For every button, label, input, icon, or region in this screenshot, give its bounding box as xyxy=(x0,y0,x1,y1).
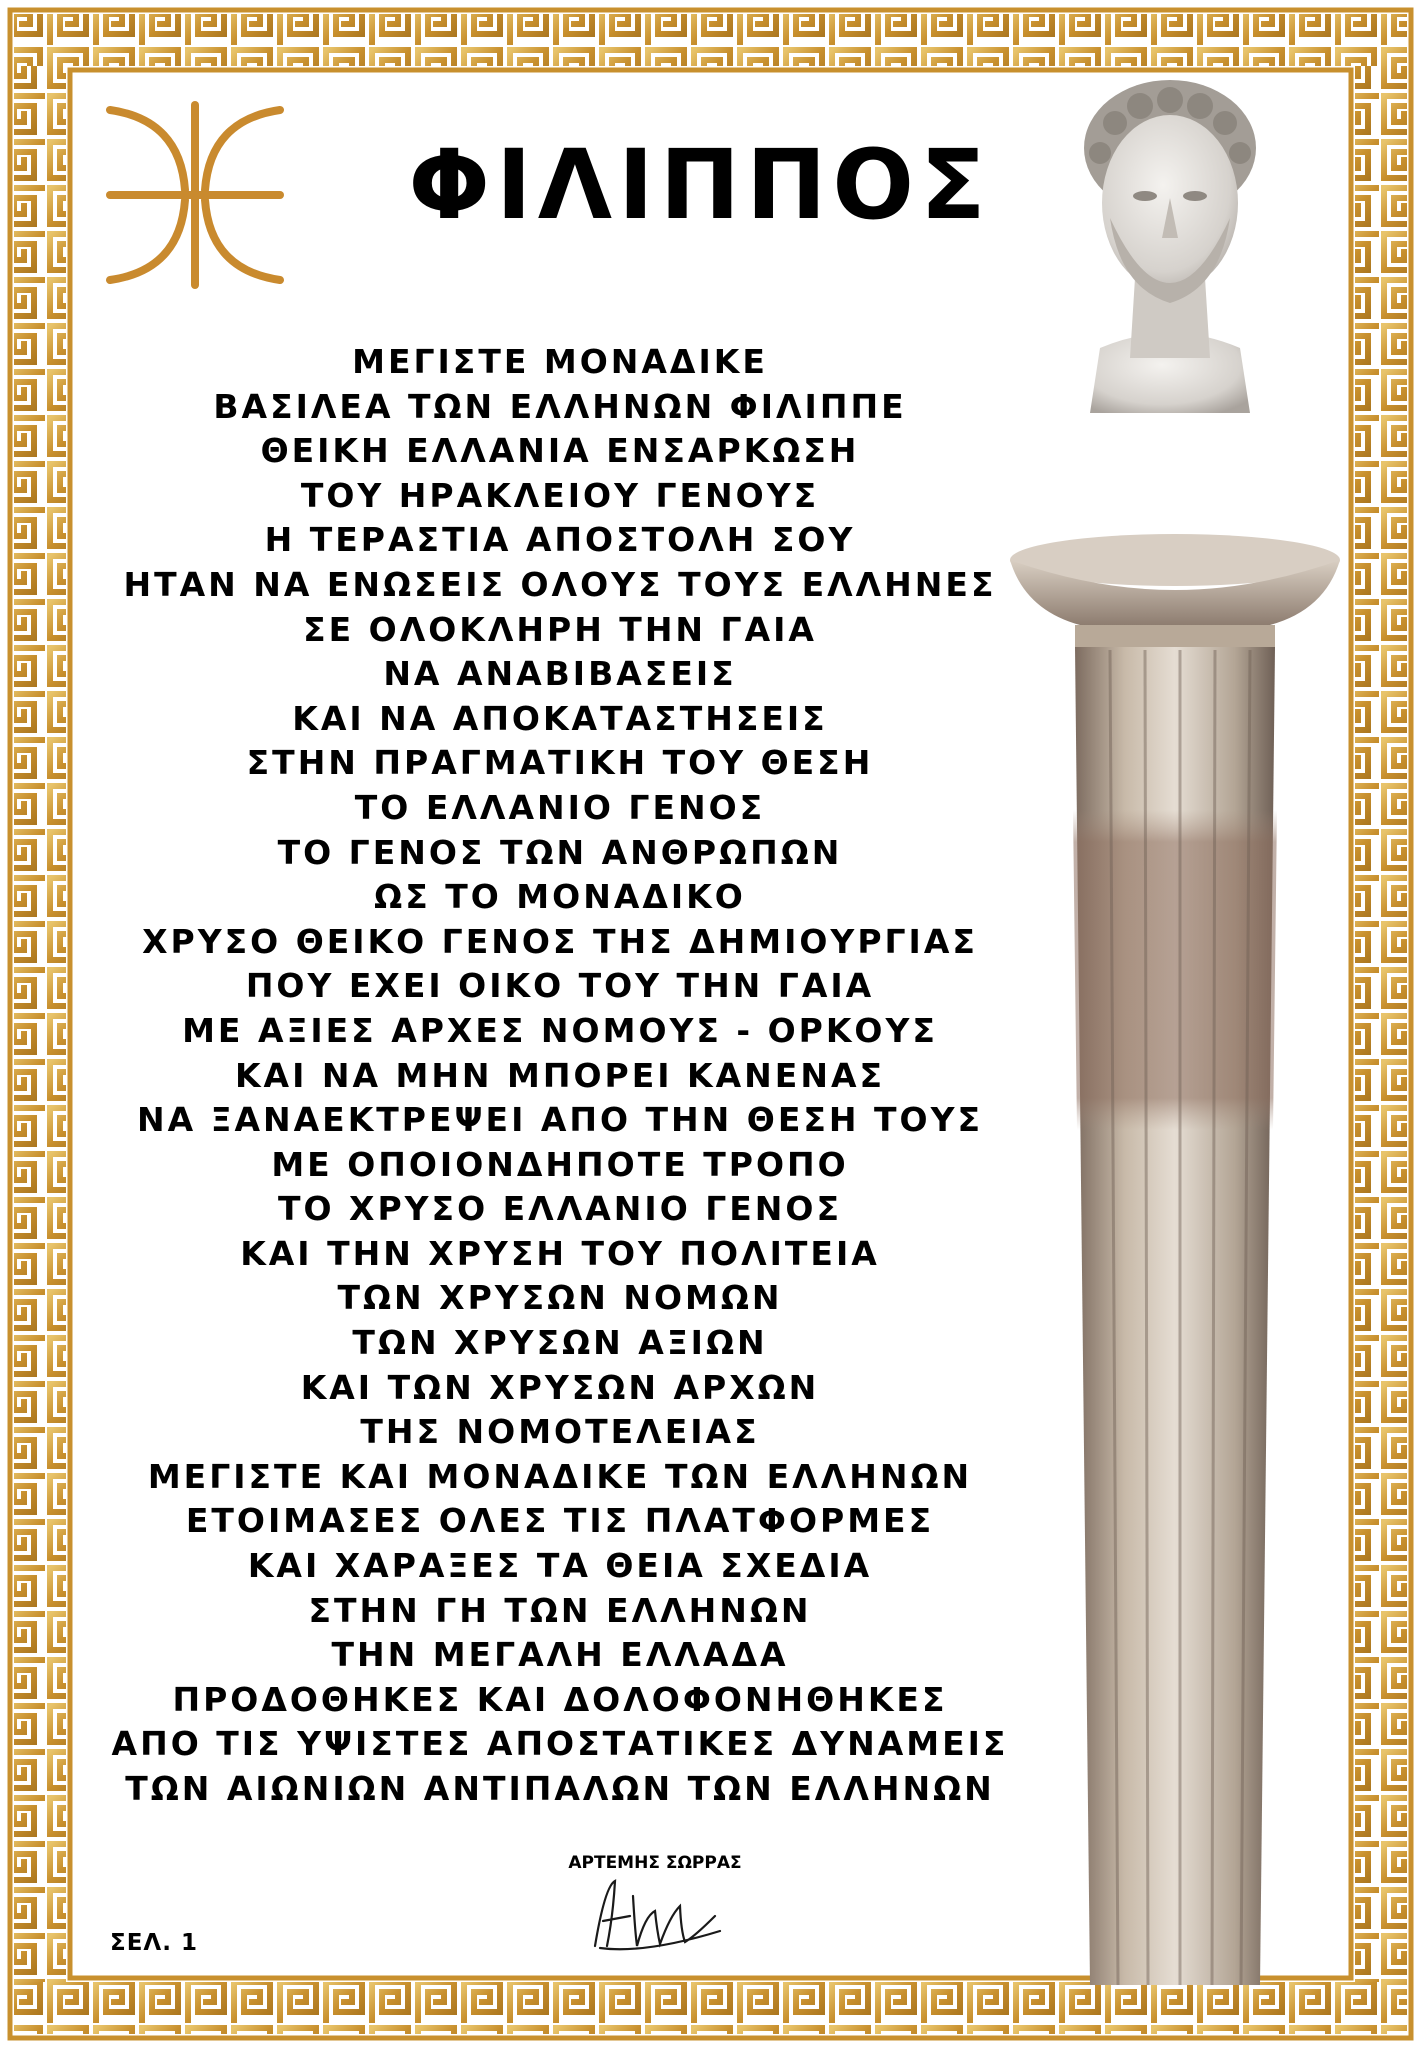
poem-line: ΑΠΟ ΤΙΣ ΥΨΙΣΤΕΣ ΑΠΟΣΤΑΤΙΚΕΣ ΔΥΝΑΜΕΙΣ xyxy=(111,1724,1009,1764)
poem-line: ΚΑΙ ΤΩΝ ΧΡΥΣΩΝ ΑΡΧΩΝ xyxy=(300,1367,820,1407)
poem-line: ΤΟ ΧΡΥΣΟ ΕΛΛΑΝΙΟ ΓΕΝΟΣ xyxy=(277,1189,843,1229)
poem-line: ΣΤΗΝ ΠΡΑΓΜΑΤΙΚΗ ΤΟΥ ΘΕΣΗ xyxy=(246,743,874,783)
poem-line: ΚΑΙ ΝΑ ΜΗΝ ΜΠΟΡΕΙ ΚΑΝΕΝΑΣ xyxy=(234,1055,886,1095)
poem-line: ΤΩΝ ΧΡΥΣΩΝ ΑΞΙΩΝ xyxy=(352,1323,768,1363)
poem-line: ΣΕ ΟΛΟΚΛΗΡΗ ΤΗΝ ΓΑΙΑ xyxy=(303,609,817,649)
poem-line: ΤΗΝ ΜΕΓΑΛΗ ΕΛΛΑΔΑ xyxy=(331,1635,789,1675)
golden-star-symbol-icon xyxy=(100,100,290,290)
poem-line: ΘΕΙΚΗ ΕΛΛΑΝΙΑ ΕΝΣΑΡΚΩΣΗ xyxy=(260,431,860,471)
poem-line: ΜΕΓΙΣΤΕ ΜΟΝΑΔΙΚΕ xyxy=(352,342,768,381)
poem-line: ΕΤΟΙΜΑΣΕΣ ΟΛΕΣ ΤΙΣ ΠΛΑΤΦΟΡΜΕΣ xyxy=(185,1501,935,1541)
poem-line: ΚΑΙ ΧΑΡΑΞΕΣ ΤΑ ΘΕΙΑ ΣΧΕΔΙΑ xyxy=(247,1546,873,1586)
poem-line: ΚΑΙ ΤΗΝ ΧΡΥΣΗ ΤΟΥ ΠΟΛΙΤΕΙΑ xyxy=(240,1233,880,1273)
poem-line: ΝΑ ΞΑΝΑΕΚΤΡΕΨΕΙ ΑΠΟ ΤΗΝ ΘΕΣΗ ΤΟΥΣ xyxy=(136,1100,984,1140)
poem-line: ΤΟ ΓΕΝΟΣ ΤΩΝ ΑΝΘΡΩΠΩΝ xyxy=(277,832,843,872)
poem-line: ΤΩΝ ΧΡΥΣΩΝ ΝΟΜΩΝ xyxy=(337,1278,783,1318)
poem-line: ΚΑΙ ΝΑ ΑΠΟΚΑΤΑΣΤΗΣΕΙΣ xyxy=(292,698,828,738)
poem-line: ΤΗΣ ΝΟΜΟΤΕΛΕΙΑΣ xyxy=(360,1412,760,1452)
author-name: ΑΡΤΕΜΗΣ ΣΩΡΡΑΣ xyxy=(568,1853,742,1873)
poem-line: ΗΤΑΝ ΝΑ ΕΝΩΣΕΙΣ ΟΛΟΥΣ ΤΟΥΣ ΕΛΛΗΝΕΣ xyxy=(123,564,997,604)
philip-bust xyxy=(1070,78,1270,418)
poem-line: ΤΟΥ ΗΡΑΚΛΕΙΟΥ ΓΕΝΟΥΣ xyxy=(300,475,820,515)
poem-line: ΣΤΗΝ ΓΗ ΤΩΝ ΕΛΛΗΝΩΝ xyxy=(308,1590,812,1630)
handwritten-signature xyxy=(585,1876,725,1956)
poem-line: ΜΕ ΟΠΟΙΟΝΔΗΠΟΤΕ ΤΡΟΠΟ xyxy=(271,1144,849,1184)
poem-line: Η ΤΕΡΑΣΤΙΑ ΑΠΟΣΤΟΛΗ ΣΟΥ xyxy=(264,520,856,560)
page-title: ΦΙΛΙΠΠΟΣ xyxy=(408,129,992,241)
poem-line: ΒΑΣΙΛΕΑ ΤΩΝ ΕΛΛΗΝΩΝ ΦΙΛΙΠΠΕ xyxy=(213,386,907,426)
poem-line: ΧΡΥΣΟ ΘΕΙΚΟ ΓΕΝΟΣ ΤΗΣ ΔΗΜΙΟΥΡΓΙΑΣ xyxy=(142,921,978,961)
poem-line: ΠΟΥ ΕΧΕΙ ΟΙΚΟ ΤΟΥ ΤΗΝ ΓΑΙΑ xyxy=(245,966,875,1006)
poem-line: ΝΑ ΑΝΑΒΙΒΑΣΕΙΣ xyxy=(383,654,737,694)
poem-line: ΠΡΟΔΟΘΗΚΕΣ ΚΑΙ ΔΟΛΟΦΟΝΗΘΗΚΕΣ xyxy=(172,1679,948,1719)
poem-line: ΩΣ ΤΟ ΜΟΝΑΔΙΚΟ xyxy=(374,877,746,917)
poem-text xyxy=(60,340,1060,1812)
poem-line: ΜΕΓΙΣΤΕ ΚΑΙ ΜΟΝΑΔΙΚΕ ΤΩΝ ΕΛΛΗΝΩΝ xyxy=(147,1456,973,1496)
poem-line: ΤΟ ΕΛΛΑΝΙΟ ΓΕΝΟΣ xyxy=(354,787,766,827)
poem-line: ΤΩΝ ΑΙΩΝΙΩΝ ΑΝΤΙΠΑΛΩΝ ΤΩΝ ΕΛΛΗΝΩΝ xyxy=(125,1769,995,1808)
poem-line: ΜΕ ΑΞΙΕΣ ΑΡΧΕΣ ΝΟΜΟΥΣ - ΟΡΚΟΥΣ xyxy=(182,1010,938,1050)
page-number: ΣΕΛ. 1 xyxy=(110,1930,198,1956)
